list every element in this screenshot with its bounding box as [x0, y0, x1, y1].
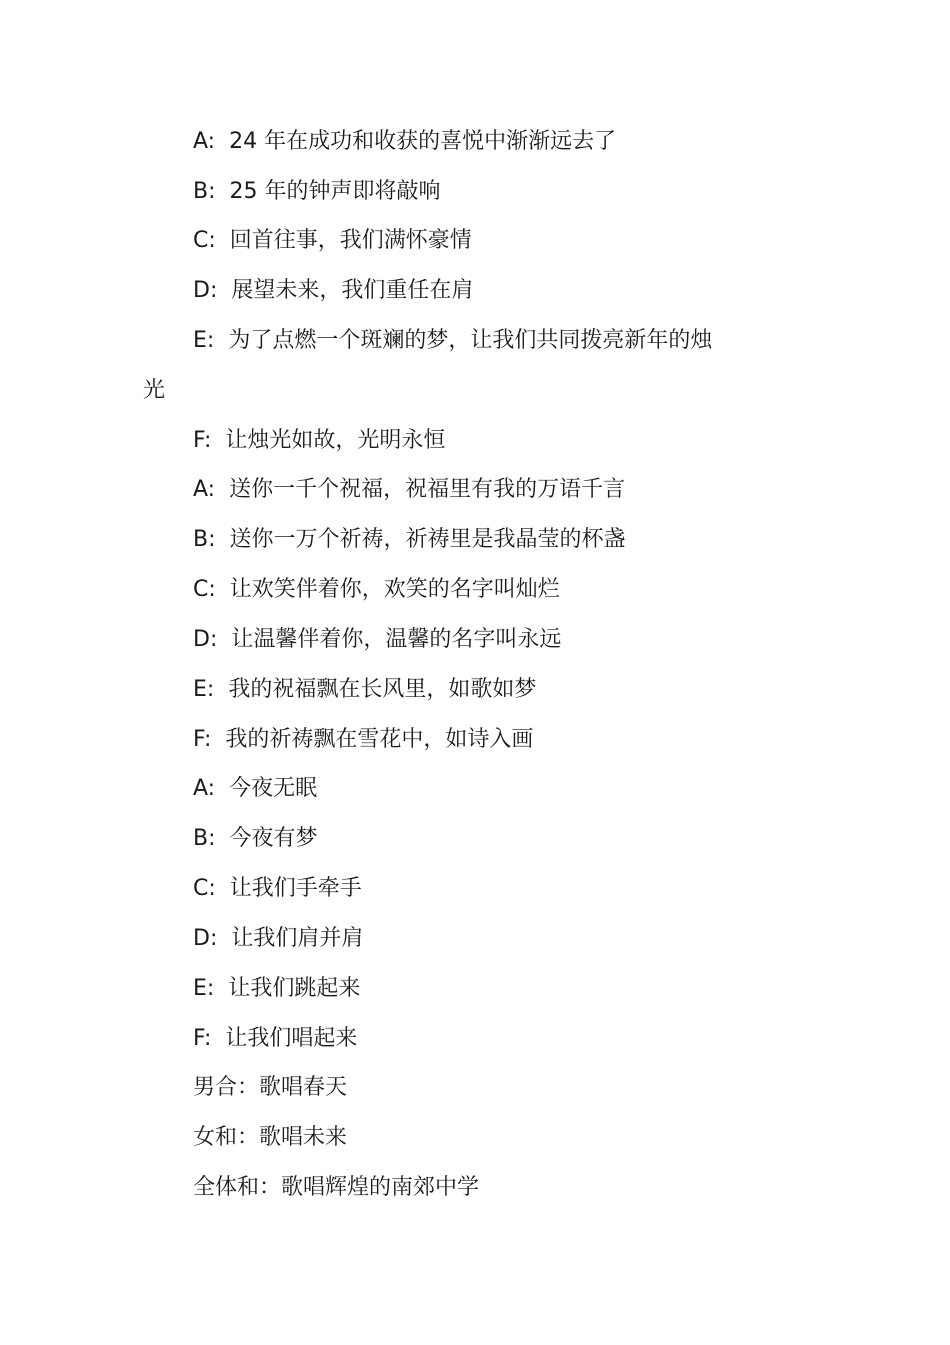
script-line — [193, 525, 626, 555]
line-text: 送你一万个祈祷，祈祷里是我晶莹的杯盏 — [229, 527, 626, 552]
script-line — [193, 874, 362, 904]
speaker-label: C: — [193, 228, 216, 253]
speaker-label: B: — [193, 826, 216, 851]
script-line — [193, 475, 625, 505]
speaker-label: F: — [193, 727, 212, 752]
script-line — [193, 1123, 347, 1153]
line-text: 让烛光如故，光明永恒 — [225, 428, 446, 453]
script-line — [193, 1024, 357, 1054]
script-line — [193, 426, 445, 456]
script-line — [193, 127, 616, 157]
speaker-label: C: — [193, 876, 216, 901]
speaker-label: F: — [193, 1026, 212, 1051]
line-text: 歌唱辉煌的南郊中学 — [281, 1175, 480, 1200]
line-text: 让我们手牵手 — [229, 876, 362, 901]
line-text: 让我们唱起来 — [225, 1026, 358, 1051]
script-line — [193, 924, 363, 954]
script-line — [193, 824, 318, 854]
line-text: 回首往事，我们满怀豪情 — [229, 228, 472, 253]
line-text: 今夜有梦 — [229, 826, 318, 851]
script-line — [193, 1073, 347, 1103]
script-line — [193, 774, 317, 804]
line-text: 为了点燃一个斑斓的梦，让我们共同拨亮新年的烛 — [228, 328, 713, 353]
script-line-continuation — [143, 376, 165, 406]
speaker-label: 女和： — [193, 1125, 260, 1150]
script-line — [193, 177, 441, 207]
line-text: 25 年的钟声即将敲响 — [229, 179, 441, 204]
line-text: 我的祝福飘在长风里，如歌如梦 — [228, 677, 537, 702]
script-line — [193, 625, 561, 655]
speaker-label: E: — [193, 328, 215, 353]
script-line — [193, 974, 360, 1004]
speaker-label: E: — [193, 976, 215, 1001]
speaker-label: D: — [193, 926, 218, 951]
line-text: 我的祈祷飘在雪花中，如诗入画 — [225, 727, 534, 752]
script-line — [193, 725, 533, 755]
speaker-label: 全体和： — [193, 1175, 282, 1200]
script-line — [193, 575, 560, 605]
script-line — [193, 276, 473, 306]
speaker-label: 男合： — [193, 1075, 260, 1100]
line-text: 展望未来，我们重任在肩 — [231, 278, 474, 303]
speaker-label: D: — [193, 627, 218, 652]
speaker-label: C: — [193, 577, 216, 602]
line-text: 送你一千个祝福，祝福里有我的万语千言 — [229, 477, 626, 502]
speaker-label: D: — [193, 278, 218, 303]
line-text: 让温馨伴着你，温馨的名字叫永远 — [231, 627, 562, 652]
script-line — [193, 326, 712, 356]
line-text: 光 — [143, 378, 166, 403]
line-text: 今夜无眠 — [229, 776, 318, 801]
speaker-label: A: — [193, 129, 216, 154]
speaker-label: B: — [193, 527, 216, 552]
script-line — [193, 1173, 479, 1203]
speaker-label: A: — [193, 776, 216, 801]
script-line — [193, 675, 536, 705]
line-text: 让我们肩并肩 — [231, 926, 364, 951]
line-text: 让我们跳起来 — [228, 976, 361, 1001]
line-text: 24 年在成功和收获的喜悦中渐渐远去了 — [229, 129, 617, 154]
speaker-label: F: — [193, 428, 212, 453]
speaker-label: B: — [193, 179, 216, 204]
script-line — [193, 226, 472, 256]
speaker-label: E: — [193, 677, 215, 702]
line-text: 歌唱春天 — [259, 1075, 348, 1100]
line-text: 让欢笑伴着你，欢笑的名字叫灿烂 — [229, 577, 560, 602]
line-text: 歌唱未来 — [259, 1125, 348, 1150]
speaker-label: A: — [193, 477, 216, 502]
